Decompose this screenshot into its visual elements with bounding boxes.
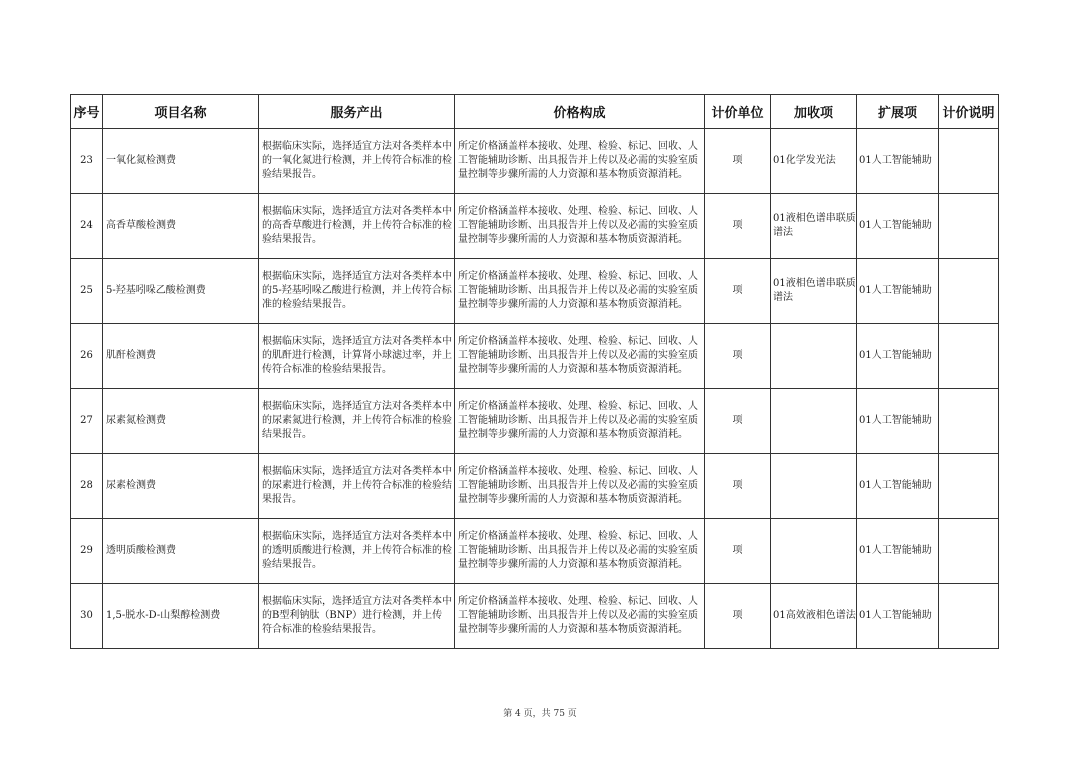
table-body xyxy=(71,129,999,649)
pricing-note-cell xyxy=(939,194,999,259)
pricing-unit: 项 xyxy=(732,610,743,621)
extension-item-cell xyxy=(857,194,939,259)
header-output: 服务产出 xyxy=(259,95,455,129)
pricing-note-cell xyxy=(939,584,999,649)
header-name: 项目名称 xyxy=(103,95,259,129)
pricing-unit-cell xyxy=(705,584,771,649)
row-number: 23 xyxy=(80,155,93,166)
service-output-cell xyxy=(259,454,455,519)
item-name: 一氧化氮检测费 xyxy=(106,155,176,166)
service-output: 根据临床实际，选择适宜方法对各类样本中的透明质酸进行检测，并上传符合标准的检验结果报告。 xyxy=(262,531,452,570)
price-composition-cell xyxy=(455,259,705,324)
extension-item-cell xyxy=(857,584,939,649)
pricing-unit: 项 xyxy=(732,480,743,491)
item-name: 肌酐检测费 xyxy=(106,350,156,361)
extension-item: 01人工智能辅助 xyxy=(859,480,932,491)
pricing-table xyxy=(70,94,999,649)
extension-item: 01人工智能辅助 xyxy=(859,545,932,556)
row-number: 29 xyxy=(80,545,93,556)
header-unit: 计价单位 xyxy=(705,95,771,129)
surcharge-item: 01液相色谱串联质谱法 xyxy=(773,213,856,238)
pricing-unit-cell xyxy=(705,454,771,519)
surcharge-item: 01液相色谱串联质谱法 xyxy=(773,278,856,303)
service-output-cell xyxy=(259,324,455,389)
pricing-note-cell xyxy=(939,324,999,389)
price-composition-cell xyxy=(455,584,705,649)
extension-item: 01人工智能辅助 xyxy=(859,415,932,426)
row-number: 25 xyxy=(80,285,93,296)
price-composition: 所定价格涵盖样本接收、处理、检验、标记、回收、人工智能辅助诊断、出具报告并上传以及必需的实验室质量控制等步骤所需的人力资源和基本物质资源消耗。 xyxy=(458,401,698,440)
pricing-unit-cell xyxy=(705,194,771,259)
pricing-unit: 项 xyxy=(732,545,743,556)
pricing-note-cell xyxy=(939,129,999,194)
row-number: 26 xyxy=(80,350,93,361)
surcharge-item-cell xyxy=(771,519,857,584)
header-no: 序号 xyxy=(71,95,103,129)
price-composition-cell xyxy=(455,129,705,194)
pricing-note-cell xyxy=(939,259,999,324)
table-row xyxy=(71,584,999,649)
price-composition-cell xyxy=(455,519,705,584)
header-price: 价格构成 xyxy=(455,95,705,129)
pricing-unit-cell xyxy=(705,519,771,584)
price-composition: 所定价格涵盖样本接收、处理、检验、标记、回收、人工智能辅助诊断、出具报告并上传以及必需的实验室质量控制等步骤所需的人力资源和基本物质资源消耗。 xyxy=(458,596,698,635)
service-output: 根据临床实际，选择适宜方法对各类样本中的B型利钠肽（BNP）进行检测，并上传符合标准的检验结果报告。 xyxy=(262,596,452,635)
price-composition-cell xyxy=(455,389,705,454)
service-output-cell xyxy=(259,194,455,259)
extension-item-cell xyxy=(857,324,939,389)
extension-item: 01人工智能辅助 xyxy=(859,220,932,231)
pricing-unit: 项 xyxy=(732,415,743,426)
service-output-cell xyxy=(259,129,455,194)
extension-item-cell xyxy=(857,259,939,324)
surcharge-item-cell xyxy=(771,389,857,454)
item-name-cell xyxy=(103,389,259,454)
item-name-cell xyxy=(103,519,259,584)
row-number-cell xyxy=(71,519,103,584)
price-composition: 所定价格涵盖样本接收、处理、检验、标记、回收、人工智能辅助诊断、出具报告并上传以及必需的实验室质量控制等步骤所需的人力资源和基本物质资源消耗。 xyxy=(458,271,698,310)
row-number-cell xyxy=(71,584,103,649)
surcharge-item-cell xyxy=(771,259,857,324)
pricing-unit: 项 xyxy=(732,285,743,296)
surcharge-item: 01化学发光法 xyxy=(773,155,836,166)
service-output: 根据临床实际，选择适宜方法对各类样本中的尿素进行检测，并上传符合标准的检验结果报告。 xyxy=(262,466,452,505)
pricing-note-cell xyxy=(939,389,999,454)
row-number-cell xyxy=(71,389,103,454)
service-output: 根据临床实际，选择适宜方法对各类样本中的肌酐进行检测，计算肾小球滤过率，并上传符合标准的检验结果报告。 xyxy=(262,336,452,375)
service-output-cell xyxy=(259,519,455,584)
row-number-cell xyxy=(71,194,103,259)
page-footer: 第 4 页，共 75 页 xyxy=(503,709,577,719)
row-number-cell xyxy=(71,454,103,519)
extension-item-cell xyxy=(857,519,939,584)
extension-item-cell xyxy=(857,389,939,454)
extension-item: 01人工智能辅助 xyxy=(859,155,932,166)
pricing-unit-cell xyxy=(705,389,771,454)
price-composition: 所定价格涵盖样本接收、处理、检验、标记、回收、人工智能辅助诊断、出具报告并上传以及必需的实验室质量控制等步骤所需的人力资源和基本物质资源消耗。 xyxy=(458,336,698,375)
item-name: 尿素氮检测费 xyxy=(106,415,166,426)
row-number: 27 xyxy=(80,415,93,426)
service-output: 根据临床实际，选择适宜方法对各类样本中的一氧化氮进行检测，并上传符合标准的检验结果报告。 xyxy=(262,141,452,180)
item-name-cell xyxy=(103,194,259,259)
table-row xyxy=(71,324,999,389)
pricing-unit: 项 xyxy=(732,155,743,166)
extension-item: 01人工智能辅助 xyxy=(859,610,932,621)
header-extension: 扩展项 xyxy=(857,95,939,129)
service-output: 根据临床实际，选择适宜方法对各类样本中的5-羟基吲哚乙酸进行检测，并上传符合标准的检验结果报告。 xyxy=(262,271,452,310)
item-name: 5-羟基吲哚乙酸检测费 xyxy=(106,285,206,296)
surcharge-item-cell xyxy=(771,584,857,649)
item-name-cell xyxy=(103,259,259,324)
row-number-cell xyxy=(71,324,103,389)
row-number: 30 xyxy=(80,610,93,621)
table-row xyxy=(71,259,999,324)
service-output: 根据临床实际，选择适宜方法对各类样本中的高香草酸进行检测，并上传符合标准的检验结果报告。 xyxy=(262,206,452,245)
row-number-cell xyxy=(71,259,103,324)
item-name-cell xyxy=(103,129,259,194)
price-composition-cell xyxy=(455,324,705,389)
row-number: 24 xyxy=(80,220,93,231)
extension-item-cell xyxy=(857,454,939,519)
header-row xyxy=(71,95,999,129)
header-extra: 加收项 xyxy=(771,95,857,129)
price-composition: 所定价格涵盖样本接收、处理、检验、标记、回收、人工智能辅助诊断、出具报告并上传以及必需的实验室质量控制等步骤所需的人力资源和基本物质资源消耗。 xyxy=(458,206,698,245)
pricing-unit: 项 xyxy=(732,350,743,361)
table-row xyxy=(71,389,999,454)
extension-item-cell xyxy=(857,129,939,194)
table-row xyxy=(71,519,999,584)
surcharge-item-cell xyxy=(771,129,857,194)
pricing-unit-cell xyxy=(705,259,771,324)
item-name-cell xyxy=(103,454,259,519)
item-name-cell xyxy=(103,324,259,389)
table-header xyxy=(71,95,999,129)
service-output: 根据临床实际，选择适宜方法对各类样本中的尿素氮进行检测，并上传符合标准的检验结果报告。 xyxy=(262,401,452,440)
pricing-unit-cell xyxy=(705,324,771,389)
surcharge-item: 01高效液相色谱法 xyxy=(773,610,856,621)
pricing-note-cell xyxy=(939,519,999,584)
surcharge-item-cell xyxy=(771,194,857,259)
item-name: 高香草酸检测费 xyxy=(106,220,176,231)
service-output-cell xyxy=(259,259,455,324)
pricing-unit-cell xyxy=(705,129,771,194)
price-composition: 所定价格涵盖样本接收、处理、检验、标记、回收、人工智能辅助诊断、出具报告并上传以及必需的实验室质量控制等步骤所需的人力资源和基本物质资源消耗。 xyxy=(458,141,698,180)
row-number-cell xyxy=(71,129,103,194)
price-composition-cell xyxy=(455,454,705,519)
price-composition: 所定价格涵盖样本接收、处理、检验、标记、回收、人工智能辅助诊断、出具报告并上传以及必需的实验室质量控制等步骤所需的人力资源和基本物质资源消耗。 xyxy=(458,531,698,570)
price-composition: 所定价格涵盖样本接收、处理、检验、标记、回收、人工智能辅助诊断、出具报告并上传以及必需的实验室质量控制等步骤所需的人力资源和基本物质资源消耗。 xyxy=(458,466,698,505)
service-output-cell xyxy=(259,584,455,649)
item-name-cell xyxy=(103,584,259,649)
table-row xyxy=(71,129,999,194)
surcharge-item-cell xyxy=(771,324,857,389)
header-note: 计价说明 xyxy=(939,95,999,129)
row-number: 28 xyxy=(80,480,93,491)
pricing-note-cell xyxy=(939,454,999,519)
item-name: 尿素检测费 xyxy=(106,480,156,491)
surcharge-item-cell xyxy=(771,454,857,519)
service-output-cell xyxy=(259,389,455,454)
pricing-unit: 项 xyxy=(732,220,743,231)
extension-item: 01人工智能辅助 xyxy=(859,350,932,361)
extension-item: 01人工智能辅助 xyxy=(859,285,932,296)
price-composition-cell xyxy=(455,194,705,259)
item-name: 1,5-脱水-D-山梨醇检测费 xyxy=(106,610,221,621)
table-row xyxy=(71,194,999,259)
item-name: 透明质酸检测费 xyxy=(106,545,176,556)
table-row xyxy=(71,454,999,519)
